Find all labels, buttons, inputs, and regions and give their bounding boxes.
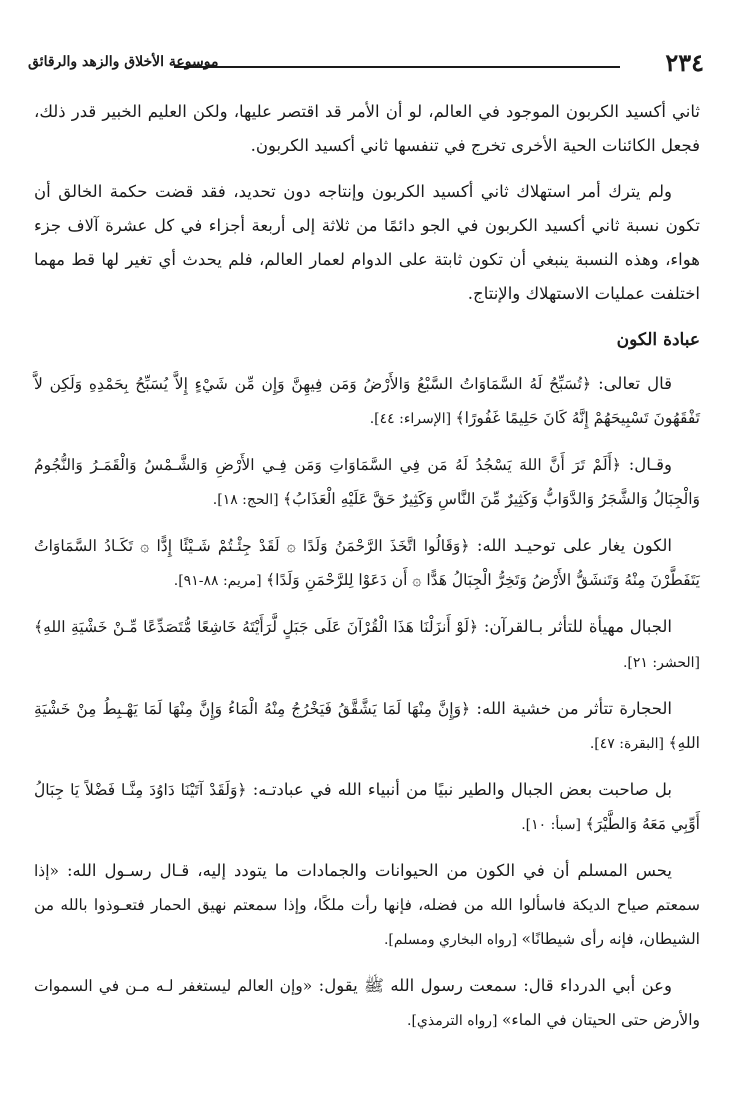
hadith-reference: [رواه الترمذي].	[407, 1013, 502, 1029]
hadith-text: «وإن العالم ليستغفر لـه مـن في السموات والأرض حتى الحيتان في الماء»	[34, 977, 700, 1029]
quran-verse: ﴿لَوْ أَنزَلْنَا هَذَا الْقُرْآنَ عَلَى جَبَلٍ لَّرَأَيْتَهُ خَاشِعًا مُّتَصَدِّعًا مِّـنْ خَشْيَةِ اللهِ﴾	[34, 618, 479, 636]
paragraph: ثاني أكسيد الكربون الموجود في العالم، لو أن الأمر قد اقتصر عليها، ولكن العليم الخبير قدر ذلك، فجعل الكائنات الحية الأخرى تخرج في تنفسها ثاني أكسيد الكربون.	[34, 102, 700, 155]
hadith-intro: وعن أبي الدرداء قال: سمعت رسول الله ﷺ يقول:	[312, 976, 672, 995]
page-header	[28, 44, 704, 80]
verse-intro: الكون يغار على توحيـد الله:	[469, 536, 673, 555]
verse-reference: [الحج: ١٨].	[212, 492, 284, 508]
verse-reference: [الحشر: ٢١].	[622, 655, 700, 671]
paragraph	[34, 610, 700, 680]
page-content	[34, 95, 700, 1050]
verse-intro: بل صاحبت بعض الجبال والطير نبيًا من أنبياء الله في عبادتـه:	[246, 780, 672, 799]
quran-verse: ﴿تُسَبِّحُ لَهُ السَّمَاوَاتُ السَّبْعُ وَالأَرْضُ وَمَن فِيهِنَّ وَإِن مِّن شَيْءٍ إِلاَّ يُسَبِّحُ بِحَمْدِهِ وَلَكِن لاَّ تَفْقَهُونَ تَسْبِيحَهُمْ إِنَّهُ كَانَ حَلِيمًا غَفُورًا﴾	[34, 375, 700, 427]
paragraph	[34, 448, 700, 517]
paragraph	[34, 367, 700, 436]
hadith-text: «إذا سمعتم صياح الديكة فاسألوا الله من فضله، فإنها رأت ملكًا، وإذا سمعتم نهيق الحمار فتعـوذوا بالله من الشيطان، فإنه رأى شيطانًا»	[34, 862, 700, 948]
section-heading: عبادة الكون	[616, 330, 700, 350]
paragraph	[34, 969, 700, 1038]
paragraph	[34, 854, 700, 957]
quran-verse: ﴿أَلَمْ تَرَ أَنَّ اللهَ يَسْجُدُ لَهُ مَن فِي السَّمَاوَاتِ وَمَن فِـي الأَرْضِ وَالشَّـمْسُ وَالْقَمَـرُ وَالنُّجُومُ وَالْجِبَالُ وَالشَّجَرُ وَالدَّوَابُّ وَكَثِيرٌ مِّنَ النَّاسِ وَكَثِيرٌ حَقَّ عَلَيْهِ الْعَذَابُ﴾	[34, 456, 700, 508]
verse-reference: [سبأ: ١٠].	[521, 817, 586, 833]
verse-intro: قال تعالى:	[591, 374, 673, 393]
paragraph: ولم يترك أمر استهلاك ثاني أكسيد الكربون وإنتاجه دون تحديد، فقد قضت حكمة الخالق أن تكون نسبة ثاني أكسيد الكربون في الجو دائمًا من ثلاثة إلى أربعة أجزاء في كل عشرة آلاف جزء هواء، وهذه النسبة ينبغي أن تكون ثابتة على الدوام لعمار العالم، فلم يحدث أي تغير لها قط مهما اختلفت عمليات الاستهلاك والإنتاج.	[34, 182, 700, 303]
header-rule	[174, 66, 620, 68]
verse-reference: [مريم: ٨٨-٩١].	[173, 573, 267, 589]
quran-verse: ﴿وَقَالُوا اتَّخَذَ الرَّحْمَنُ وَلَدًا ۞ لَقَدْ جِئْـتُمْ شَـيْئًا إِدًّا ۞ تَكَـادُ السَّمَاوَاتُ يَتَفَطَّرْنَ مِنْهُ وَتَنشَقُّ الأَرْضُ وَتَخِرُّ الْجِبَالُ هَدًّا ۞ أَن دَعَوْا لِلرَّحْمَنِ وَلَدًا﴾	[34, 537, 700, 589]
hadith-intro: يحس المسلم أن في الكون من الحيوانات والجمادات ما يتودد إليه، قـال رسـول الله:	[59, 861, 672, 880]
quran-verse: ﴿وَلَقَدْ آتَيْنَا دَاوُدَ مِنَّـا فَضْلاً يَا جِبَالُ أَوِّبِي مَعَهُ وَالطَّيْرَ﴾	[34, 781, 700, 833]
verse-intro: وقـال:	[620, 455, 672, 474]
verse-reference: [الإسراء: ٤٤].	[369, 411, 456, 427]
paragraph	[34, 529, 700, 598]
book-title: موسوعة الأخلاق والزهد والرقائق	[28, 54, 219, 70]
verse-reference: [البقرة: ٤٧].	[589, 736, 669, 752]
verse-intro: الحجارة تتأثر من خشية الله:	[470, 699, 672, 718]
page-number: ٢٣٤	[665, 47, 704, 77]
verse-intro: الجبال مهيأة للتأثر بـالقرآن:	[478, 617, 673, 636]
hadith-reference: [رواه البخاري ومسلم].	[383, 932, 522, 948]
quran-verse: ﴿وَإِنَّ مِنْهَا لَمَا يَشَّقَّقُ فَيَخْرُجُ مِنْهُ الْمَاءُ وَإِنَّ مِنْهَا لَمَا يَهْـبِطُ مِنْ خَشْيَةِ اللهِ﴾	[34, 700, 700, 752]
paragraph	[34, 773, 700, 842]
paragraph	[34, 692, 700, 761]
